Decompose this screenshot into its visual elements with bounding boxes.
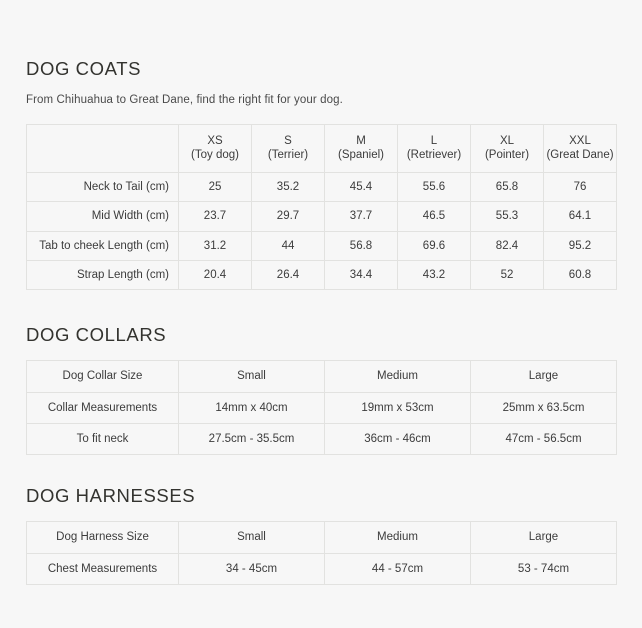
cell: 31.2 xyxy=(179,231,252,260)
column-header xyxy=(179,125,252,173)
cell: 36cm - 46cm xyxy=(325,424,471,455)
cell: 55.3 xyxy=(471,202,544,231)
row-label: Dog Harness Size xyxy=(27,522,179,553)
column-header xyxy=(398,125,471,173)
column-size: XL xyxy=(499,135,515,147)
row-label: Dog Collar Size xyxy=(27,361,179,392)
column-subtitle: (Toy dog) xyxy=(191,149,239,162)
column-size: M xyxy=(356,135,366,147)
cell: 47cm - 56.5cm xyxy=(471,424,617,455)
cell: 44 xyxy=(252,231,325,260)
cell: 34.4 xyxy=(325,260,398,289)
dog-collars-heading: DOG COLLARS xyxy=(26,324,167,346)
cell: 53 - 74cm xyxy=(471,553,617,584)
cell: 29.7 xyxy=(252,202,325,231)
table-row xyxy=(27,260,617,289)
dog-harnesses-heading: DOG HARNESSES xyxy=(26,485,196,507)
cell: 44 - 57cm xyxy=(325,553,471,584)
cell: 25 xyxy=(179,172,252,201)
dog-coats-intro: From Chihuahua to Great Dane, find the right fit for your dog. xyxy=(26,94,343,106)
row-label: To fit neck xyxy=(27,424,179,455)
cell: 14mm x 40cm xyxy=(179,392,325,423)
column-header xyxy=(471,125,544,173)
table-row xyxy=(27,392,617,423)
row-label: Collar Measurements xyxy=(27,392,179,423)
cell: 46.5 xyxy=(398,202,471,231)
column-header: Small xyxy=(179,522,325,553)
cell: 27.5cm - 35.5cm xyxy=(179,424,325,455)
cell: 26.4 xyxy=(252,260,325,289)
cell: 35.2 xyxy=(252,172,325,201)
dog-harnesses-table xyxy=(26,521,617,585)
table-row xyxy=(27,553,617,584)
column-subtitle: (Retriever) xyxy=(406,149,462,162)
cell: 55.6 xyxy=(398,172,471,201)
column-subtitle: (Great Dane) xyxy=(546,149,614,162)
column-header: Small xyxy=(179,361,325,392)
cell: 69.6 xyxy=(398,231,471,260)
column-subtitle: (Terrier) xyxy=(267,149,309,162)
cell: 64.1 xyxy=(544,202,617,231)
column-size: S xyxy=(284,135,292,147)
cell: 56.8 xyxy=(325,231,398,260)
column-header xyxy=(544,125,617,173)
column-header xyxy=(252,125,325,173)
cell: 76 xyxy=(544,172,617,201)
cell: 19mm x 53cm xyxy=(325,392,471,423)
cell: 43.2 xyxy=(398,260,471,289)
cell: 45.4 xyxy=(325,172,398,201)
cell: 52 xyxy=(471,260,544,289)
cell: 60.8 xyxy=(544,260,617,289)
column-header xyxy=(325,125,398,173)
row-label: Neck to Tail (cm) xyxy=(27,172,179,201)
dog-coats-table xyxy=(26,124,617,290)
column-size: XS xyxy=(207,135,223,147)
table-row xyxy=(27,202,617,231)
column-subtitle: (Pointer) xyxy=(484,149,530,162)
cell: 37.7 xyxy=(325,202,398,231)
dog-collars-table xyxy=(26,360,617,455)
cell: 34 - 45cm xyxy=(179,553,325,584)
spacer xyxy=(26,290,616,324)
table-row xyxy=(27,522,617,553)
cell: 95.2 xyxy=(544,231,617,260)
row-label: Tab to cheek Length (cm) xyxy=(27,231,179,260)
corner-cell xyxy=(27,125,179,173)
column-header: Large xyxy=(471,361,617,392)
row-label: Mid Width (cm) xyxy=(27,202,179,231)
cell: 65.8 xyxy=(471,172,544,201)
dog-coats-heading: DOG COATS xyxy=(26,58,142,79)
column-size: L xyxy=(430,135,438,147)
cell: 20.4 xyxy=(179,260,252,289)
table-row xyxy=(27,424,617,455)
spacer xyxy=(26,455,616,485)
cell: 23.7 xyxy=(179,202,252,231)
cell: 25mm x 63.5cm xyxy=(471,392,617,423)
table-row xyxy=(27,361,617,392)
column-size: XXL xyxy=(569,135,591,147)
column-subtitle: (Spaniel) xyxy=(337,149,385,162)
column-header: Large xyxy=(471,522,617,553)
row-label: Strap Length (cm) xyxy=(27,260,179,289)
column-header: Medium xyxy=(325,522,471,553)
table-row xyxy=(27,231,617,260)
row-label: Chest Measurements xyxy=(27,553,179,584)
cell: 82.4 xyxy=(471,231,544,260)
table-row xyxy=(27,172,617,201)
table-row xyxy=(27,125,617,173)
column-header: Medium xyxy=(325,361,471,392)
